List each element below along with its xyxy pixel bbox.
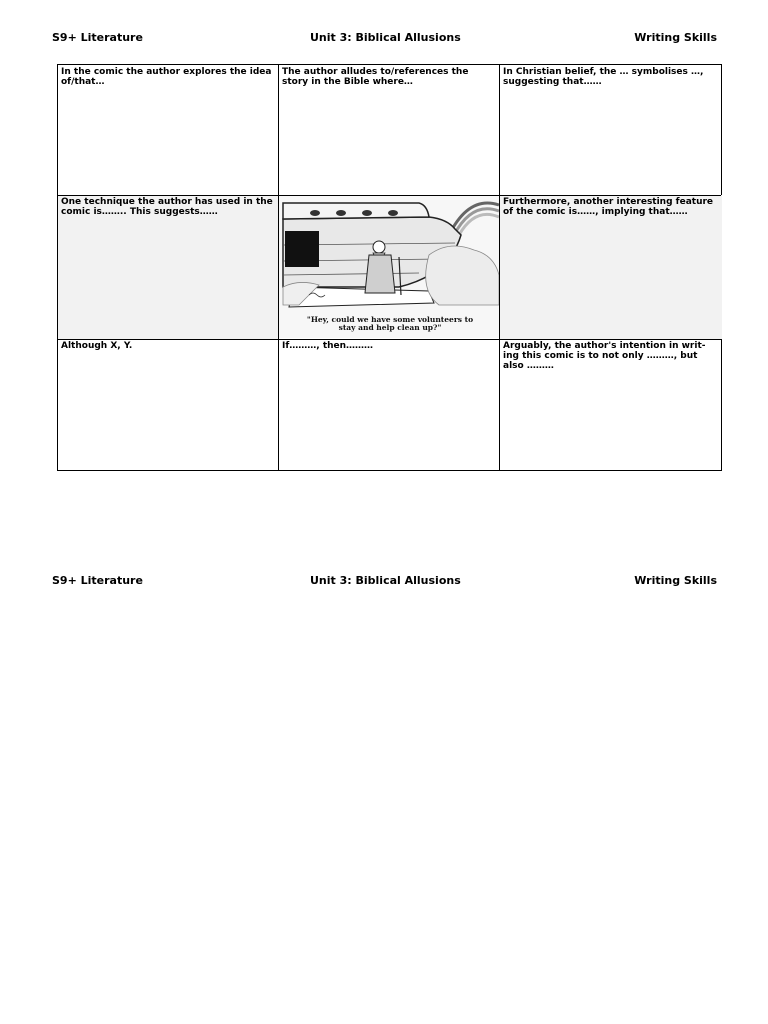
section-title: Writing Skills [634,31,717,44]
prompt-cell-4[interactable]: One technique the author has used in the comic is…….. This suggests…… [61,197,273,217]
prompt-cell-2[interactable]: The author alludes to/references the story in the Bible where… [282,67,469,87]
comic-caption: "Hey, could we have some volunteers to stay and help clean up?" [306,315,474,332]
unit-title: Unit 3: Biblical Allusions [310,574,461,587]
unit-title: Unit 3: Biblical Allusions [310,31,461,44]
course-title: S9+ Literature [52,31,143,44]
page-header-top [52,31,717,47]
writing-frame-grid [57,64,722,471]
prompt-cell-8[interactable]: If………, then……… [282,341,374,351]
section-title: Writing Skills [634,574,717,587]
page-header-bottom [52,574,717,590]
course-title: S9+ Literature [52,574,143,587]
grid-divider [58,339,721,340]
prompt-cell-1[interactable]: In the comic the author explores the idea of/that… [61,67,272,87]
prompt-cell-7[interactable]: Although X, Y. [61,341,133,351]
prompt-cell-3[interactable]: In Christian belief, the … symbolises …, suggesting that…… [503,67,704,87]
grid-divider [278,65,279,470]
grid-divider [499,65,500,470]
grid-divider [58,195,721,196]
prompt-cell-9[interactable]: Arguably, the author's intention in writ-ing this comic is to not only ………, but also ……… [503,341,706,371]
noahs-ark-comic [279,195,500,338]
prompt-cell-6[interactable]: Furthermore, another interesting feature of the comic is……, implying that…… [503,197,714,217]
